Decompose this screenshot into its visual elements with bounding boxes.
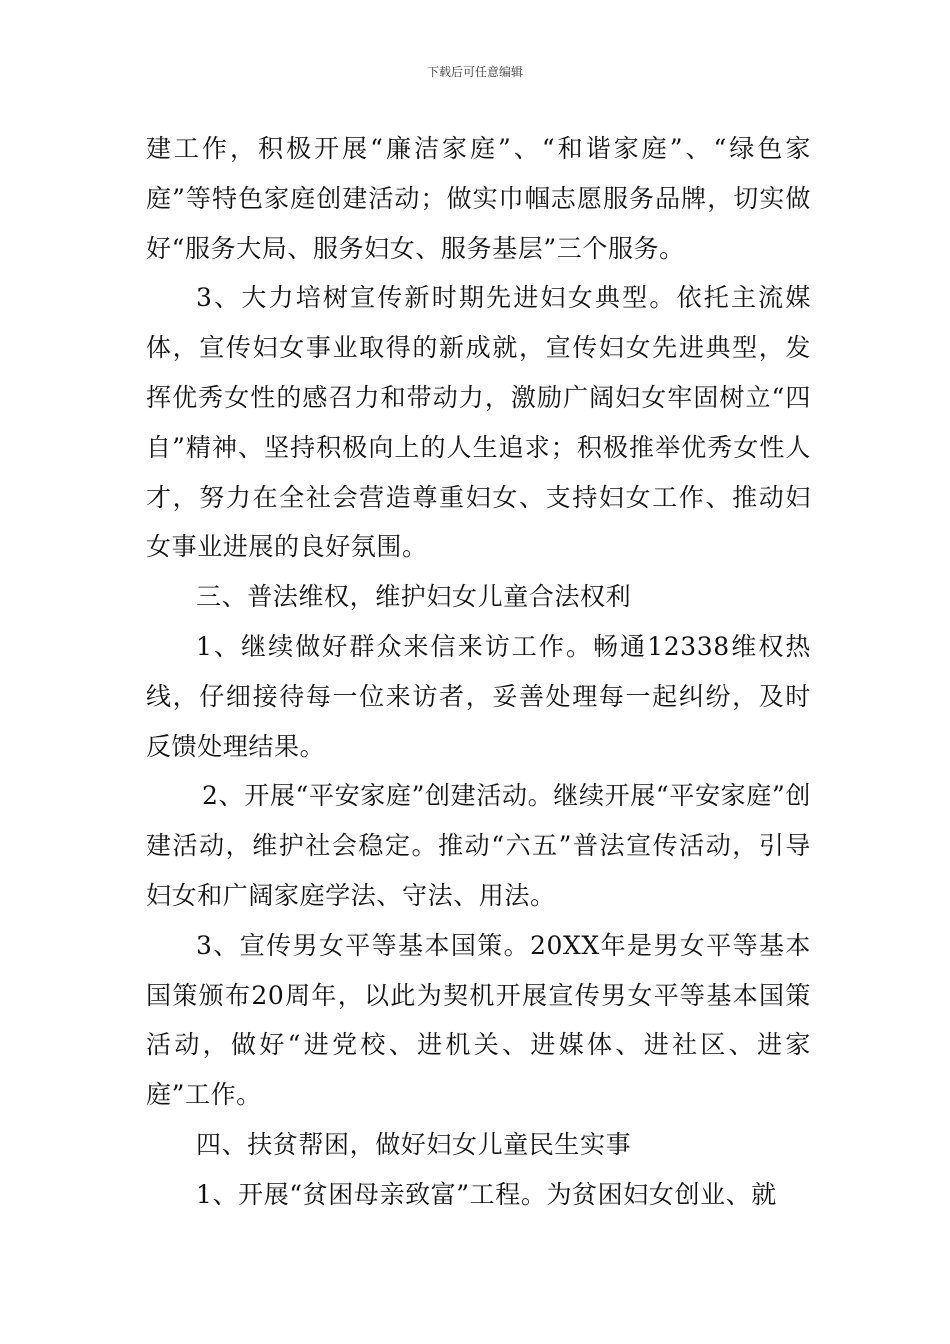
document-body xyxy=(146,124,811,1220)
section-heading-three: 三、普法维权，维护妇女儿童合法权利 xyxy=(196,582,632,612)
paragraph-continuation: 建工作，积极开展“廉洁家庭”、“和谐家庭”、“绿色家庭”等特色家庭创建活动；做实巾帼志愿服务品牌，切实做好“服务大局、服务妇女、服务基层”三个服务。 xyxy=(146,134,811,263)
paragraph-item-3-women-models: 3、大力培树宣传新时期先进妇女典型。依托主流媒体，宣传妇女事业取得的新成就，宣传妇女先进典型，发挥优秀女性的感召力和带动力，激励广阔妇女牢固树立“四自”精神、坚持积极向上的人生追求；积极推举优秀女性人才，努力在全社会营造尊重妇女、支持妇女工作、推动妇女事业进展的良好氛围。 xyxy=(146,283,811,562)
paragraph-item-3-gender-equality: 3、宣传男女平等基本国策。20XX年是男女平等基本国策颁布20周年，以此为契机开展宣传男女平等基本国策活动，做好“进党校、进机关、进媒体、进社区、进家庭”工作。 xyxy=(146,930,811,1110)
section-heading-four: 四、扶贫帮困，做好妇女儿童民生实事 xyxy=(196,1129,632,1159)
paragraph-item-1-letters-visits: 1、继续做好群众来信来访工作。畅通12338维权热线，仔细接待每一位来访者，妥善处理每一起纠纷，及时反馈处理结果。 xyxy=(146,631,811,761)
page-header-note: 下载后可任意编辑 xyxy=(426,65,523,79)
paragraph-item-2-safe-family: 2、开展“平安家庭”创建活动。继续开展“平安家庭”创建活动，维护社会稳定。推动“六五”普法宣传活动，引导妇女和广阔家庭学法、守法、用法。 xyxy=(146,781,811,910)
paragraph-item-1-poor-mothers: 1、开展“贫困母亲致富”工程。为贫困妇女创业、就 xyxy=(196,1179,777,1209)
